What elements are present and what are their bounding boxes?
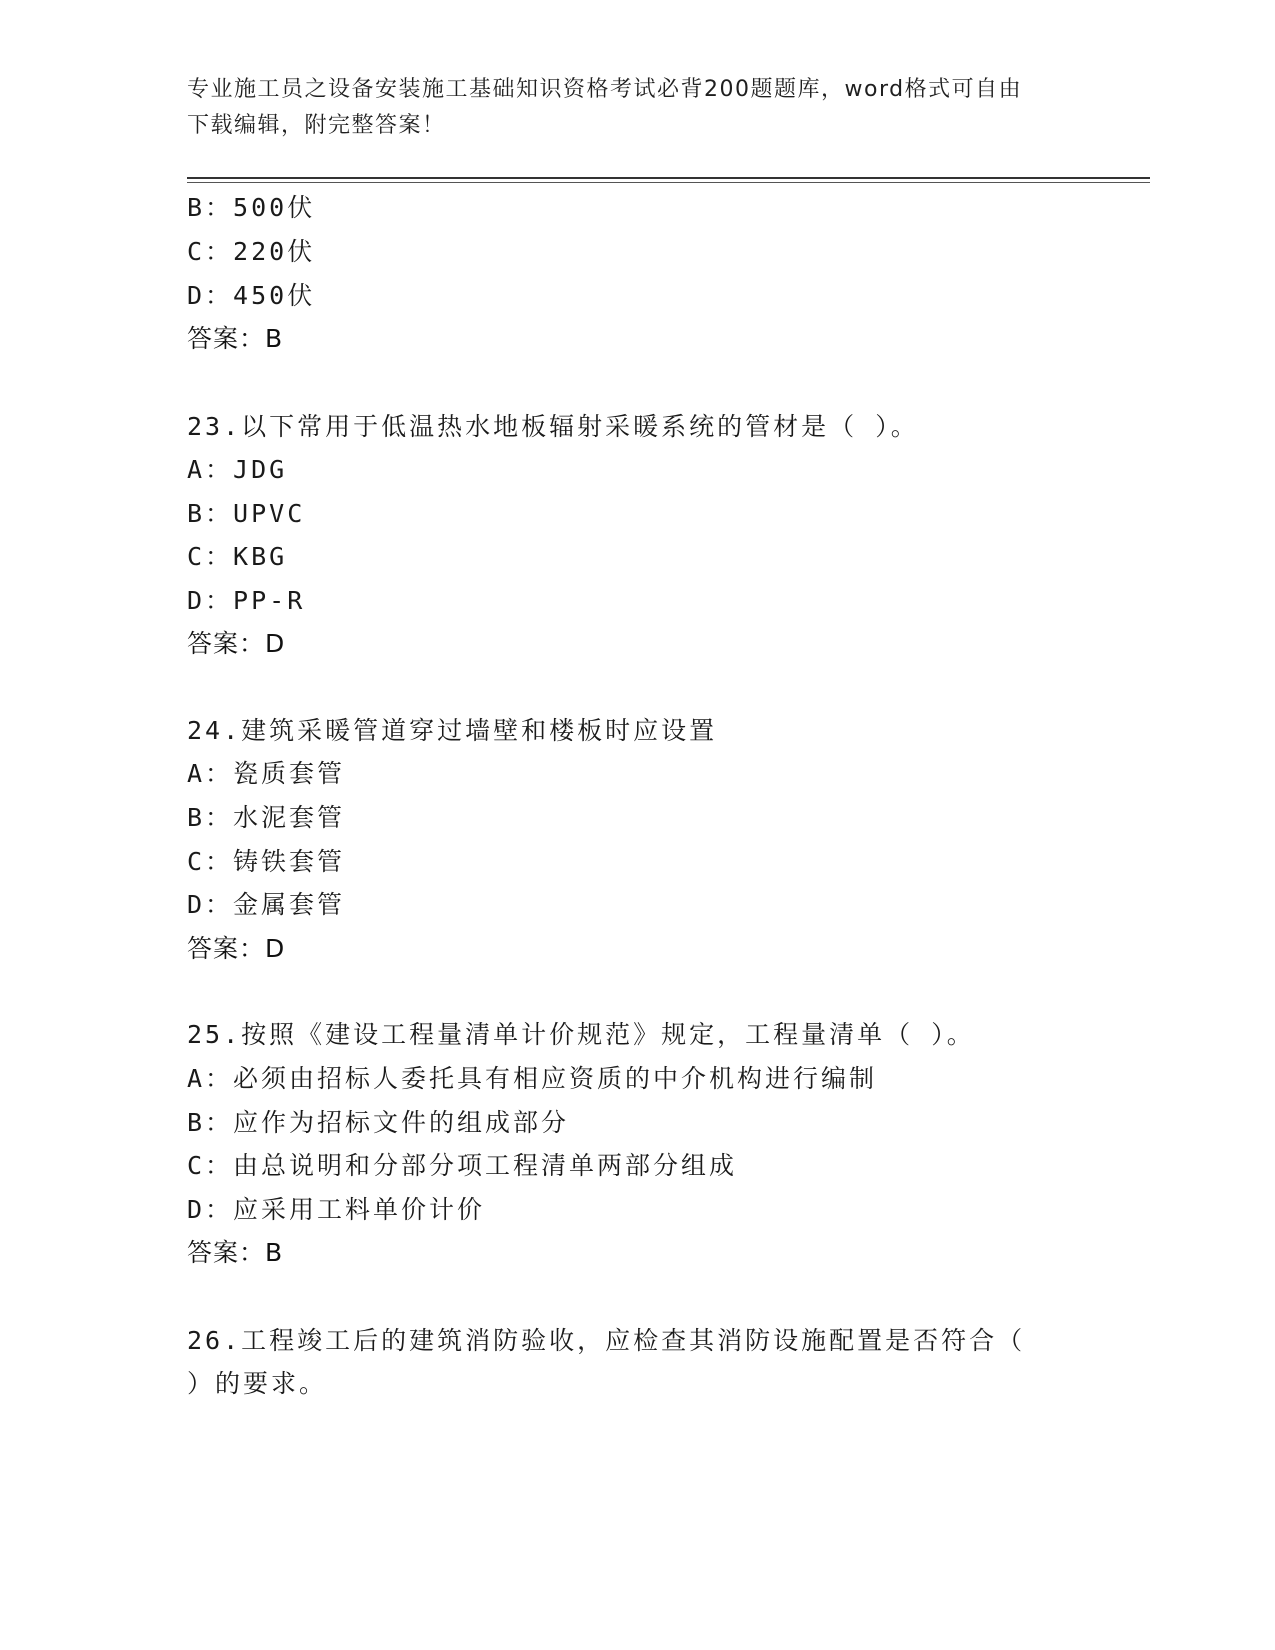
q22-option-d: D：450伏 [187,281,316,310]
q26-question-line-1: 26.工程竣工后的建筑消防验收，应检查其消防设施配置是否符合（ [187,1326,1026,1355]
q23-option-b: B：UPVC [187,499,306,528]
q23-option-d: D：PP-R [187,586,306,615]
header-line-2: 下载编辑，附完整答案！ [187,113,446,138]
q25-option-a: A：必须由招标人委托具有相应资质的中介机构进行编制 [187,1064,878,1093]
q24-question: 24.建筑采暖管道穿过墙壁和楼板时应设置 [187,716,718,745]
q25-option-b: B：应作为招标文件的组成部分 [187,1108,570,1137]
q22-option-b: B：500伏 [187,193,316,222]
q22-answer: 答案：B [187,324,284,353]
header-divider-thin [187,182,1150,183]
header-divider-thick [187,177,1150,179]
q22-option-c: C：220伏 [187,237,316,266]
q24-option-b: B：水泥套管 [187,803,346,832]
q25-answer: 答案：B [187,1238,284,1267]
q24-option-c: C：铸铁套管 [187,847,346,876]
q24-option-d: D：金属套管 [187,890,346,919]
q25-question: 25.按照《建设工程量清单计价规范》规定，工程量清单（ ）。 [187,1020,975,1049]
q24-answer: 答案：D [187,934,286,963]
q26-question-line-2: ）的要求。 [187,1369,328,1398]
q25-option-d: D：应采用工料单价计价 [187,1195,486,1224]
q23-question: 23.以下常用于低温热水地板辐射采暖系统的管材是（ ）。 [187,412,919,441]
q23-option-c: C：KBG [187,542,288,571]
header-line-1: 专业施工员之设备安装施工基础知识资格考试必背200题题库，word格式可自由 [187,77,1023,102]
document-header [187,72,1067,144]
q23-answer: 答案：D [187,629,286,658]
q24-option-a: A：瓷质套管 [187,759,346,788]
q25-option-c: C：由总说明和分部分项工程清单两部分组成 [187,1151,738,1180]
q23-option-a: A：JDG [187,455,288,484]
